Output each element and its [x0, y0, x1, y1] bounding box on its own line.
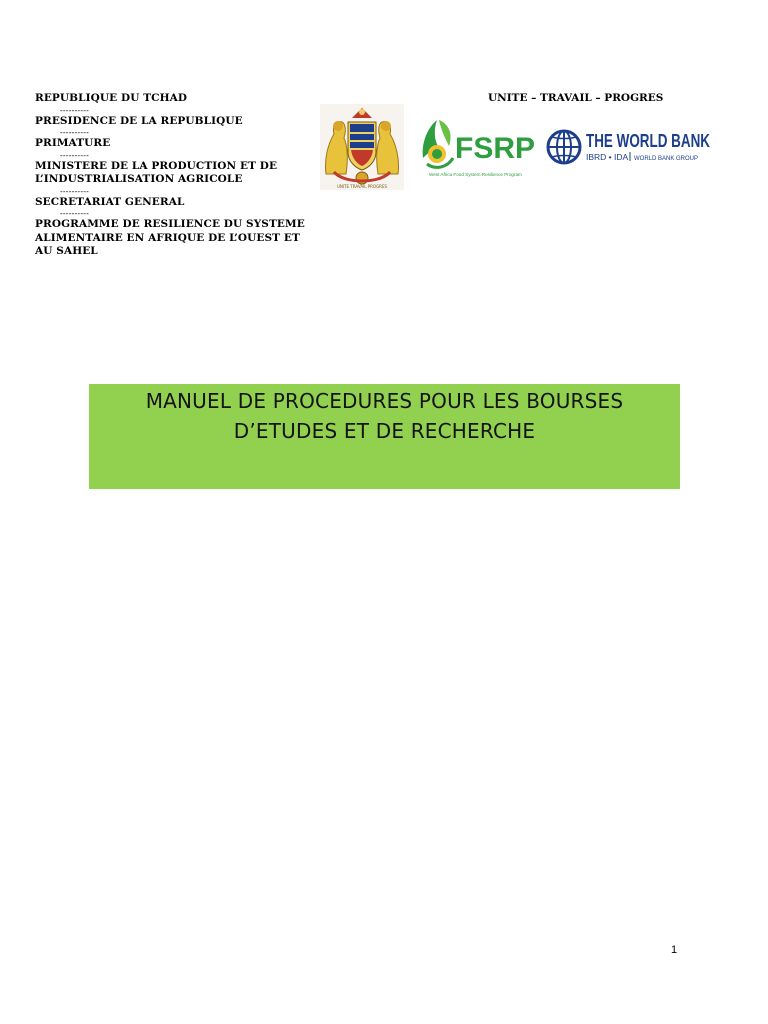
presidency-name: PRESIDENCE DE LA REPUBLIQUE: [35, 114, 243, 127]
svg-text:IBRD • IDA: IBRD • IDA: [586, 152, 629, 162]
coat-of-arms-logo: [320, 104, 404, 190]
separator: ----------: [60, 150, 90, 160]
primature-name: PRIMATURE: [35, 137, 111, 149]
svg-text:WORLD BANK GROUP: WORLD BANK GROUP: [634, 156, 699, 162]
secretariat-name: SECRETARIAT GENERAL: [35, 195, 185, 208]
country-name: REPUBLIQUE DU TCHAD: [35, 92, 188, 104]
program-name-line-3: AU SAHEL: [35, 245, 98, 257]
ministry-name-line-1: MINISTERE DE LA PRODUCTION ET DE: [35, 159, 278, 172]
separator: ----------: [60, 186, 90, 196]
fsrp-logo: [419, 114, 536, 180]
separator: ----------: [60, 105, 90, 115]
svg-text:UNITE TRAVAIL PROGRES: UNITE TRAVAIL PROGRES: [336, 184, 388, 189]
document-title-line-1: MANUEL DE PROCEDURES POUR LES BOURSES: [145, 389, 624, 413]
document-title-line-2: D’ETUDES ET DE RECHERCHE: [233, 419, 536, 443]
page-number: 1: [671, 944, 678, 956]
program-name-line-2: ALIMENTAIRE EN AFRIQUE DE L’OUEST ET: [35, 231, 300, 244]
world-bank-logo: [546, 117, 714, 179]
svg-text:THE WORLD BANK: THE WORLD BANK: [586, 131, 710, 151]
ministry-name-line-2: L’INDUSTRIALISATION AGRICOLE: [35, 173, 243, 185]
administrative-header: [35, 92, 307, 259]
document-title-box: [89, 384, 680, 489]
fsrp-tagline: West Africa Food System Resilience Program: [429, 172, 522, 177]
national-motto: UNITE – TRAVAIL – PROGRES: [488, 92, 664, 104]
fsrp-logo-text: FSRP: [455, 132, 536, 165]
separator: ----------: [60, 128, 90, 137]
separator: ----------: [60, 209, 90, 218]
program-name-line-1: PROGRAMME DE RESILIENCE DU SYSTEME: [35, 218, 305, 230]
